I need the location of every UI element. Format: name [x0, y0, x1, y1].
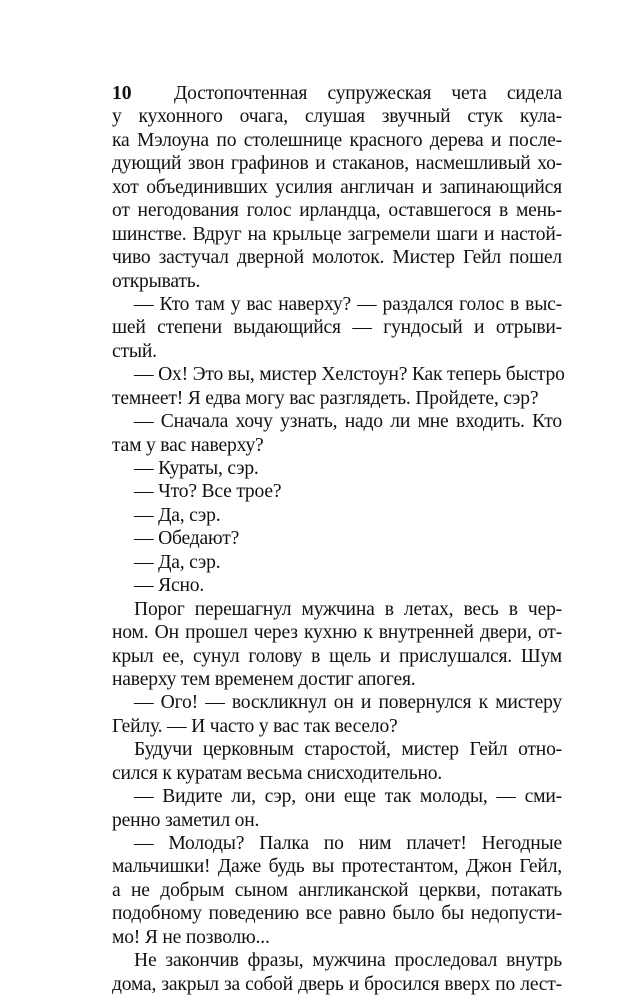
text-line: — Что? Все трое? [134, 481, 282, 503]
text-line: — Да, сэр. [134, 504, 221, 526]
text-line: там у вас наверху? [112, 434, 264, 456]
text-line: мальчишки! Даже будь вы протестантом, Джон Гейл, [112, 856, 562, 878]
text-line: чиво застучал дверной молоток. Мистер Гейл пошел [112, 247, 562, 269]
text-line: Будучи церковным старостой, мистер Гейл отно- [134, 739, 562, 761]
text-line: Достопочтенная супружеская чета сидела [174, 83, 562, 104]
page-number: 10 [112, 83, 132, 104]
text-line: крыл ее, сунул голову в щель и прислушался. Шум [112, 645, 562, 667]
text-line: хот объединивших усилия англичан и запинающийся [112, 176, 562, 198]
text-line: мо! Я не позволю... [112, 926, 270, 948]
text-line: — Обедают? [134, 528, 240, 550]
text-line: — Сначала хочу узнать, надо ли мне входить. Кто [134, 411, 562, 433]
text-line: ка Мэлоуна по столешнице красного дерева и после- [112, 129, 562, 151]
text-line: — Ясно. [134, 575, 205, 597]
text-line: открывать. [112, 270, 201, 292]
text-line: — Ого! — воскликнул он и повернулся к мистеру [134, 692, 562, 714]
text-line: Гейлу. — И часто у вас так весело? [112, 715, 398, 737]
text-line: — Кураты, сэр. [134, 458, 259, 479]
body-text [112, 82, 565, 996]
text-line: темнеет! Я едва могу вас разглядеть. Пройдете, сэр? [112, 387, 539, 409]
text-line: подобному поведению все равно было бы недопусти- [112, 903, 562, 925]
text-line: дома, закрыл за собой дверь и бросился вверх по лест- [112, 973, 562, 995]
text-line: — Видите ли, сэр, они еще так молоды, — сми- [134, 786, 562, 808]
text-line: — Да, сэр. [134, 551, 221, 573]
text-line: Порог перешагнул мужчина в летах, весь в чер- [134, 598, 562, 620]
text-line: а не добрым сыном англиканской церкви, потакать [112, 879, 562, 901]
text-line: — Ох! Это вы, мистер Хелстоун? Как теперь быстро [134, 364, 565, 386]
text-line: сился к куратам весьма снисходительно. [112, 762, 443, 784]
text-line: стый. [112, 340, 157, 362]
text-line: ном. Он прошел через кухню к внутренней двери, от- [112, 622, 562, 644]
text-line: Не закончив фразы, мужчина проследовал внутрь [134, 950, 562, 972]
text-line: шей степени выдающийся — гундосый и отрыви- [112, 317, 562, 339]
text-line: дующий звон графинов и стаканов, насмешливый хо- [112, 153, 562, 175]
text-line: ренно заметил он. [112, 809, 260, 831]
text-line: шинстве. Вдруг на крыльце загремели шаги и настой- [112, 223, 562, 245]
text-line: — Молоды? Палка по ним плачет! Негодные [134, 833, 562, 854]
text-line: наверху тем временем достиг апогея. [112, 668, 416, 690]
text-line: от негодования голос ирландца, оставшегося в мень- [112, 200, 562, 222]
text-line: у кухонного очага, слушая звучный стук кула- [112, 106, 562, 128]
text-line: — Кто там у вас наверху? — раздался голос в выс- [134, 293, 562, 315]
